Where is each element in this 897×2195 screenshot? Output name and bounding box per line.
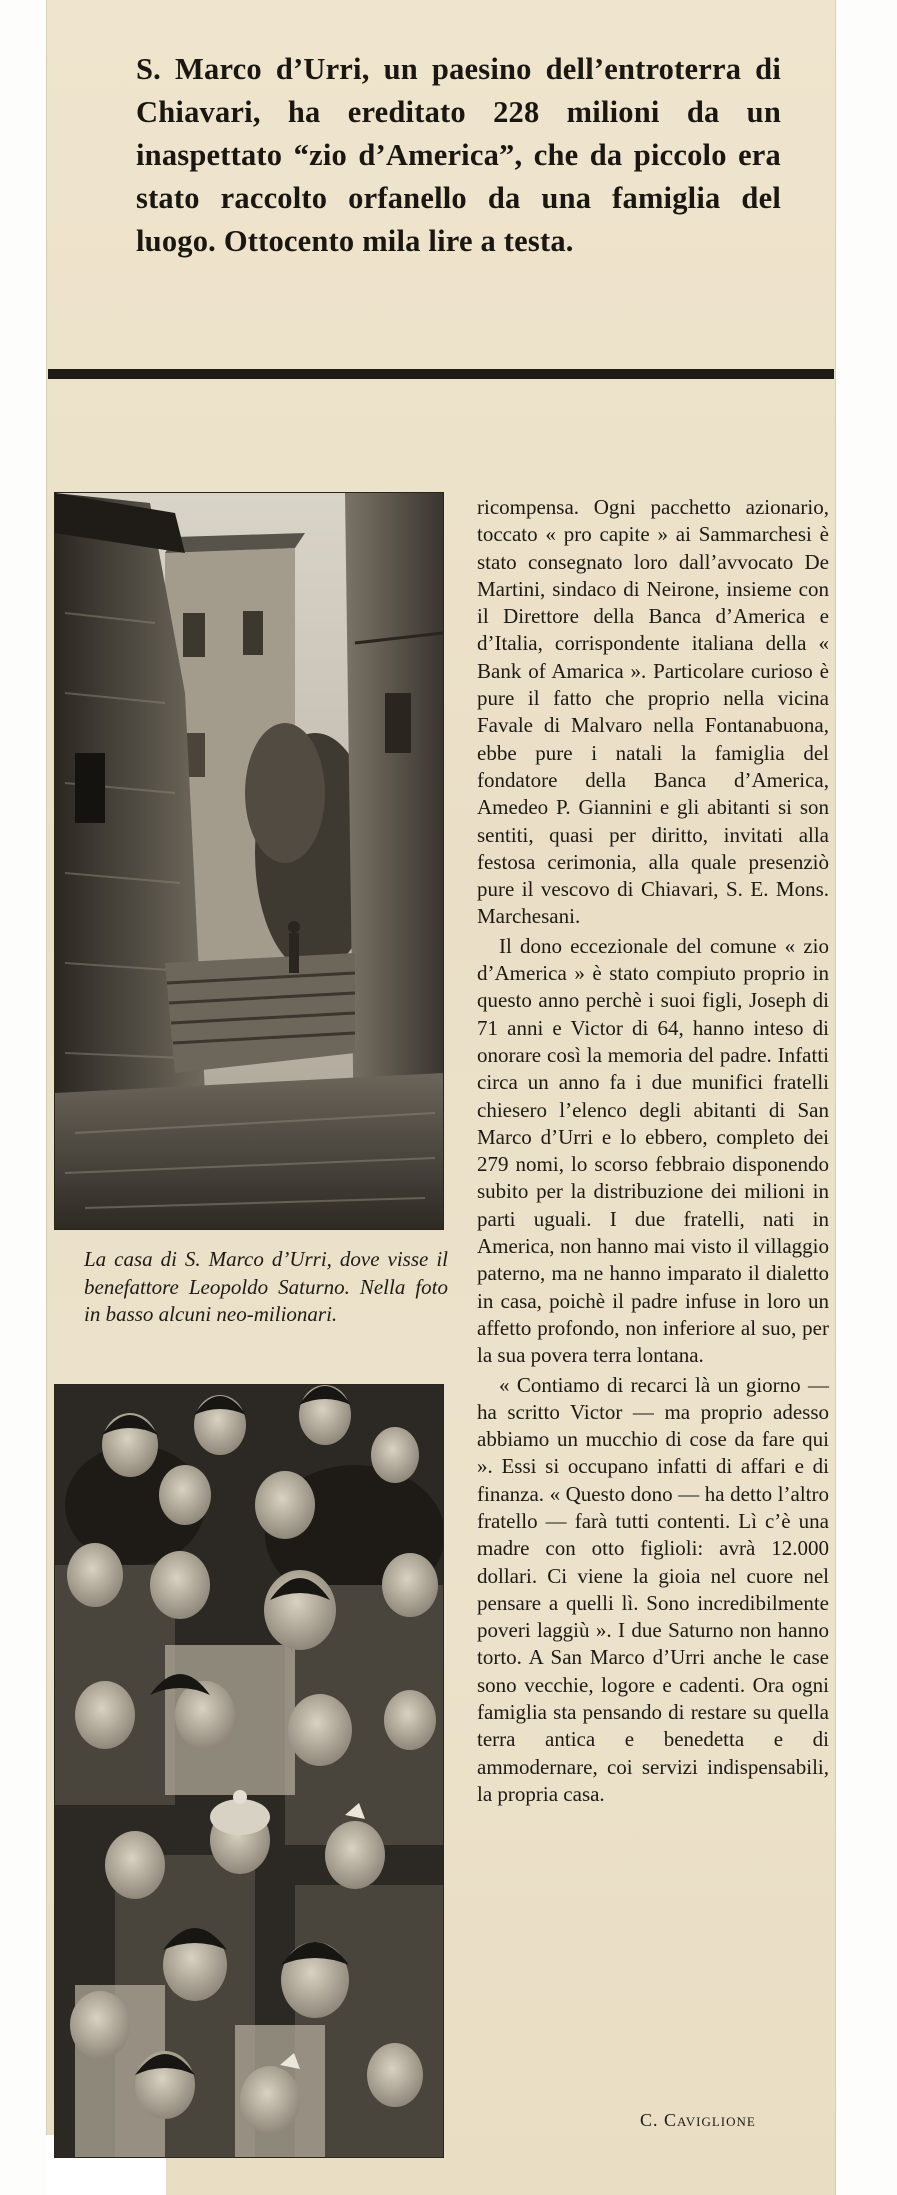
- headline: S. Marco d’Urri, un paesino dell’entroterra di Chiavari, ha ereditato 228 milioni da un inaspettato “zio d’America”, che da piccolo era stato raccolto orfanello da una famiglia del luogo. Ottocento mila lire a testa.: [136, 52, 781, 258]
- article-body: [477, 494, 829, 1808]
- author-signature: C. Caviglione: [640, 2110, 756, 2130]
- separator-rule: [48, 369, 834, 379]
- article-paragraph-1: ricompensa. Ogni pacchetto azionario, toccato « pro capite » ai Sammarchesi è stato consegnato loro dall’avvocato De Martini, sindaco di Neirone, insieme con il Direttore della Banca d’America e d’Italia, corrispondente italiana della « Bank of Amarica ». Particolare curioso è pure il fatto che proprio nella vicina Favale di Malvaro nella Fontanabuona, ebbe pure i natali la famiglia del fondatore della Banca d’America, Amedeo P. Giannini e gli abitanti si son sentiti, quasi per diritto, invitati alla festosa cerimonia, alla quale presenziò pure il vescovo di Chiavari, S. E. Mons. Marchesani.: [477, 495, 829, 929]
- crowd-image: [55, 1385, 443, 2157]
- photo-caption: La casa di S. Marco d’Urri, dove visse il benefattore Leopoldo Saturno. Nella foto in basso alcuni neo-milionari.: [84, 1247, 448, 1326]
- village-street-image: [55, 493, 443, 1229]
- article-paragraph-3: « Contiamo di recarci là un giorno — ha scritto Victor — ma proprio adesso abbiamo un mucchio di cose da fare qui ». Essi si occupano infatti di affari e di finanza. « Questo dono — ha detto l’altro fratello — farà tutti contenti. Lì c’è una madre con otto figlioli: avrà 12.000 dollari. Ci viene la gioia nel cuore nel pensare a quelli lì. Sono incredibilmente poveri laggiù ». I due Saturno non hanno torto. A San Marco d’Urri anche le case sono vecchie, logore e cadenti. Ora ogni famiglia sta pensando di restare su quella terra antica e benedetta e di ammodernare, coi servizi indispensabili, la propria casa.: [477, 1372, 829, 1806]
- article-paragraph-2: Il dono eccezionale del comune « zio d’America » è stato compiuto proprio in questo anno perchè i suoi figli, Joseph di 71 anni e Victor di 64, hanno inteso di onorare così la memoria del padre. Infatti circa un anno fa i due munifici fratelli chiesero l’elenco degli abitanti di San Marco d’Urri e lo ebbero, completo dei 279 nomi, lo scorso febbraio disponendo subito per la distribuzione dei milioni in parti uguali. I due fratelli, nati in America, non hanno mai visto il villaggio paterno, ma ne hanno imparato il dialetto in casa, poichè il padre infuse in loro un affetto profondo, non inferiore al suo, per la sua povera terra lontana.: [477, 933, 829, 1368]
- crowd-photo: [54, 1384, 444, 2158]
- village-street-photo: [54, 492, 444, 1230]
